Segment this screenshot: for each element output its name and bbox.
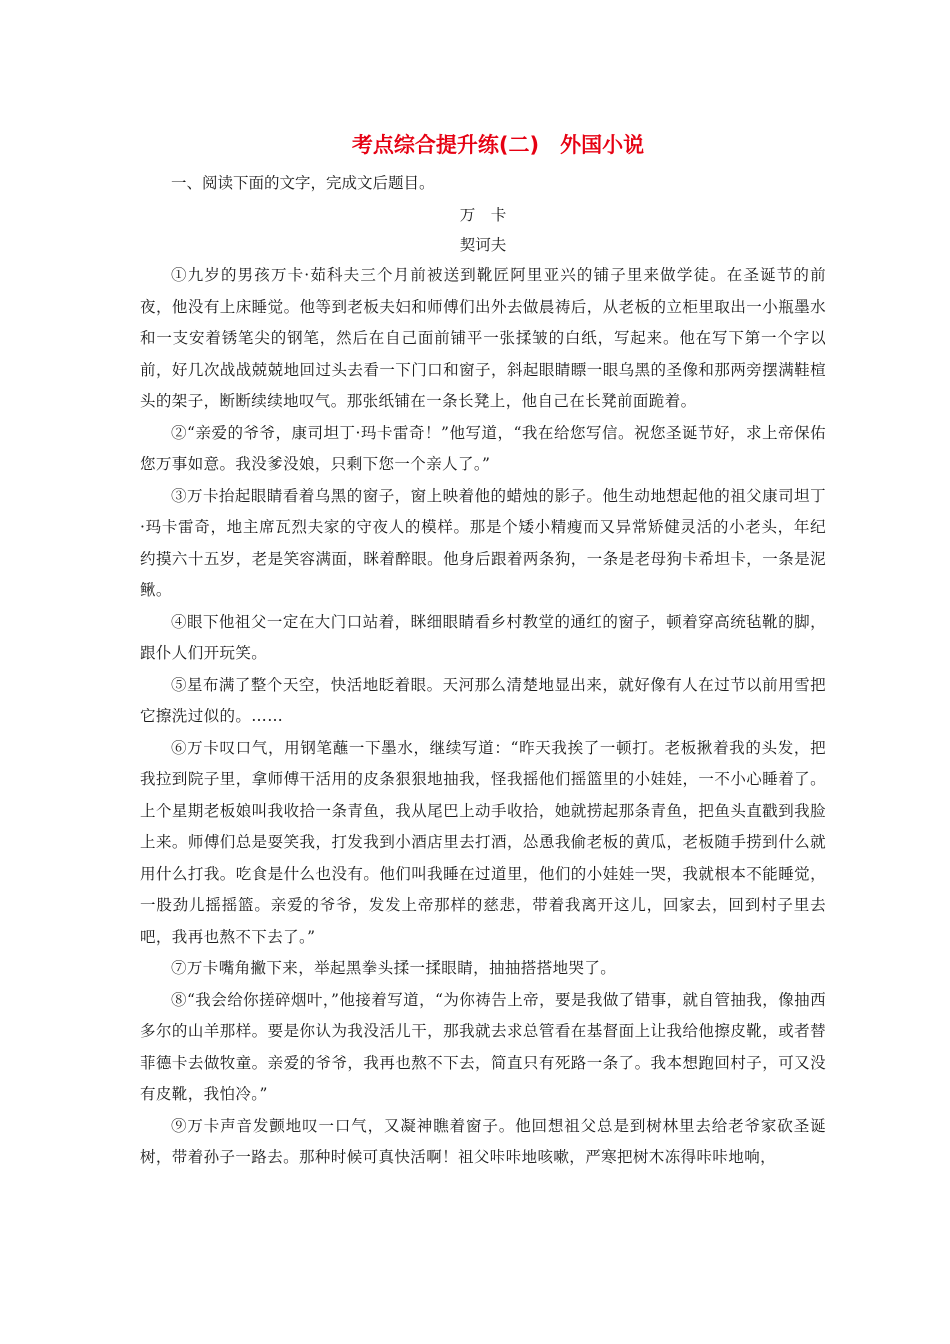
exercise-title: 考点综合提升练(二) 外国小说: [351, 133, 645, 157]
paragraph-1: ①九岁的男孩万卡·茹科夫三个月前被送到靴匠阿里亚兴的铺子里来做学徒。在圣诞节的前夜，他没有上床睡觉。他等到老板夫妇和师傅们出外去做晨祷后，从老板的立柜里取出一小瓶墨水和一支安着锈笔尖的钢笔，然后在自己面前铺平一张揉皱的白纸，写起来。他在写下第一个字以前，好几次战战兢兢地回过头去看一下门口和窗子，斜起眼睛瞟一眼乌黑的圣像和那两旁摆满鞋楦头的架子，断断续续地叹气。那张纸铺在一条长凳上，他自己在长凳前面跪着。: [140, 266, 826, 410]
instruction-text: 一、阅读下面的文字，完成文后题目。: [171, 174, 435, 192]
paragraph-6: ⑥万卡叹口气，用钢笔蘸一下墨水，继续写道：“昨天我挨了一顿打。老板揪着我的头发，把我拉到院子里，拿师傅干活用的皮条狠狠地抽我，怪我摇他们摇篮里的小娃娃，一不小心睡着了。上个星期老板娘叫我收拾一条青鱼，我从尾巴上动手收拾，她就捞起那条青鱼，把鱼头直戳到我脸上来。师傅们总是耍笑我，打发我到小酒店里去打酒，怂恿我偷老板的黄瓜，老板随手捞到什么就用什么打我。吃食是什么也没有。他们叫我睡在过道里，他们的小娃娃一哭，我就根本不能睡觉，一股劲儿摇摇篮。亲爱的爷爷，发发上帝那样的慈悲，带着我离开这儿，回家去，回到村子里去吧，我再也熬不下去了。”: [140, 738, 826, 946]
paragraph-8: ⑧“我会给你搓碎烟叶，”他接着写道，“为你祷告上帝，要是我做了错事，就自管抽我，像抽西多尔的山羊那样。要是你认为我没活儿干，那我就去求总管看在基督面上让我给他擦皮靴，或者替菲德卡去做牧童。亲爱的爷爷，我再也熬不下去，简直只有死路一条了。我本想跑回村子，可又没有皮靴，我怕冷。”: [140, 990, 826, 1103]
paragraph-4: ④眼下他祖父一定在大门口站着，眯细眼睛看乡村教堂的通红的窗子，顿着穿高统毡靴的脚，跟仆人们开玩笑。: [140, 612, 826, 662]
paragraph-3: ③万卡抬起眼睛看着乌黑的窗子，窗上映着他的蜡烛的影子。他生动地想起他的祖父康司坦丁·玛卡雷奇，地主席瓦烈夫家的守夜人的模样。那是个矮小精瘦而又异常矫健灵活的小老头，年纪约摸六十五岁，老是笑容满面，眯着醉眼。他身后跟着两条狗，一条是老母狗卡希坦卡，一条是泥鳅。: [140, 486, 826, 599]
paragraph-7: ⑦万卡嘴角撇下来，举起黑拳头揉一揉眼睛，抽抽搭搭地哭了。: [171, 959, 617, 977]
paragraph-2: ②“亲爱的爷爷，康司坦丁·玛卡雷奇！”他写道，“我在给您写信。祝您圣诞节好，求上帝保佑您万事如意。我没爹没娘，只剩下您一个亲人了。”: [140, 423, 826, 473]
paragraph-9: ⑨万卡声音发颤地叹一口气，又凝神瞧着窗子。他回想祖父总是到树林里去给老爷家砍圣诞树，带着孙子一路去。那种时候可真快活啊！祖父咔咔地咳嗽，严寒把树木冻得咔咔地响，: [140, 1116, 826, 1166]
story-author: 契诃夫: [459, 236, 507, 254]
document-body: [140, 128, 826, 1174]
paragraph-5: ⑤星布满了整个天空，快活地眨着眼。天河那么清楚地显出来，就好像有人在过节以前用雪把它擦洗过似的。……: [140, 675, 826, 725]
story-title: 万 卡: [459, 206, 507, 224]
